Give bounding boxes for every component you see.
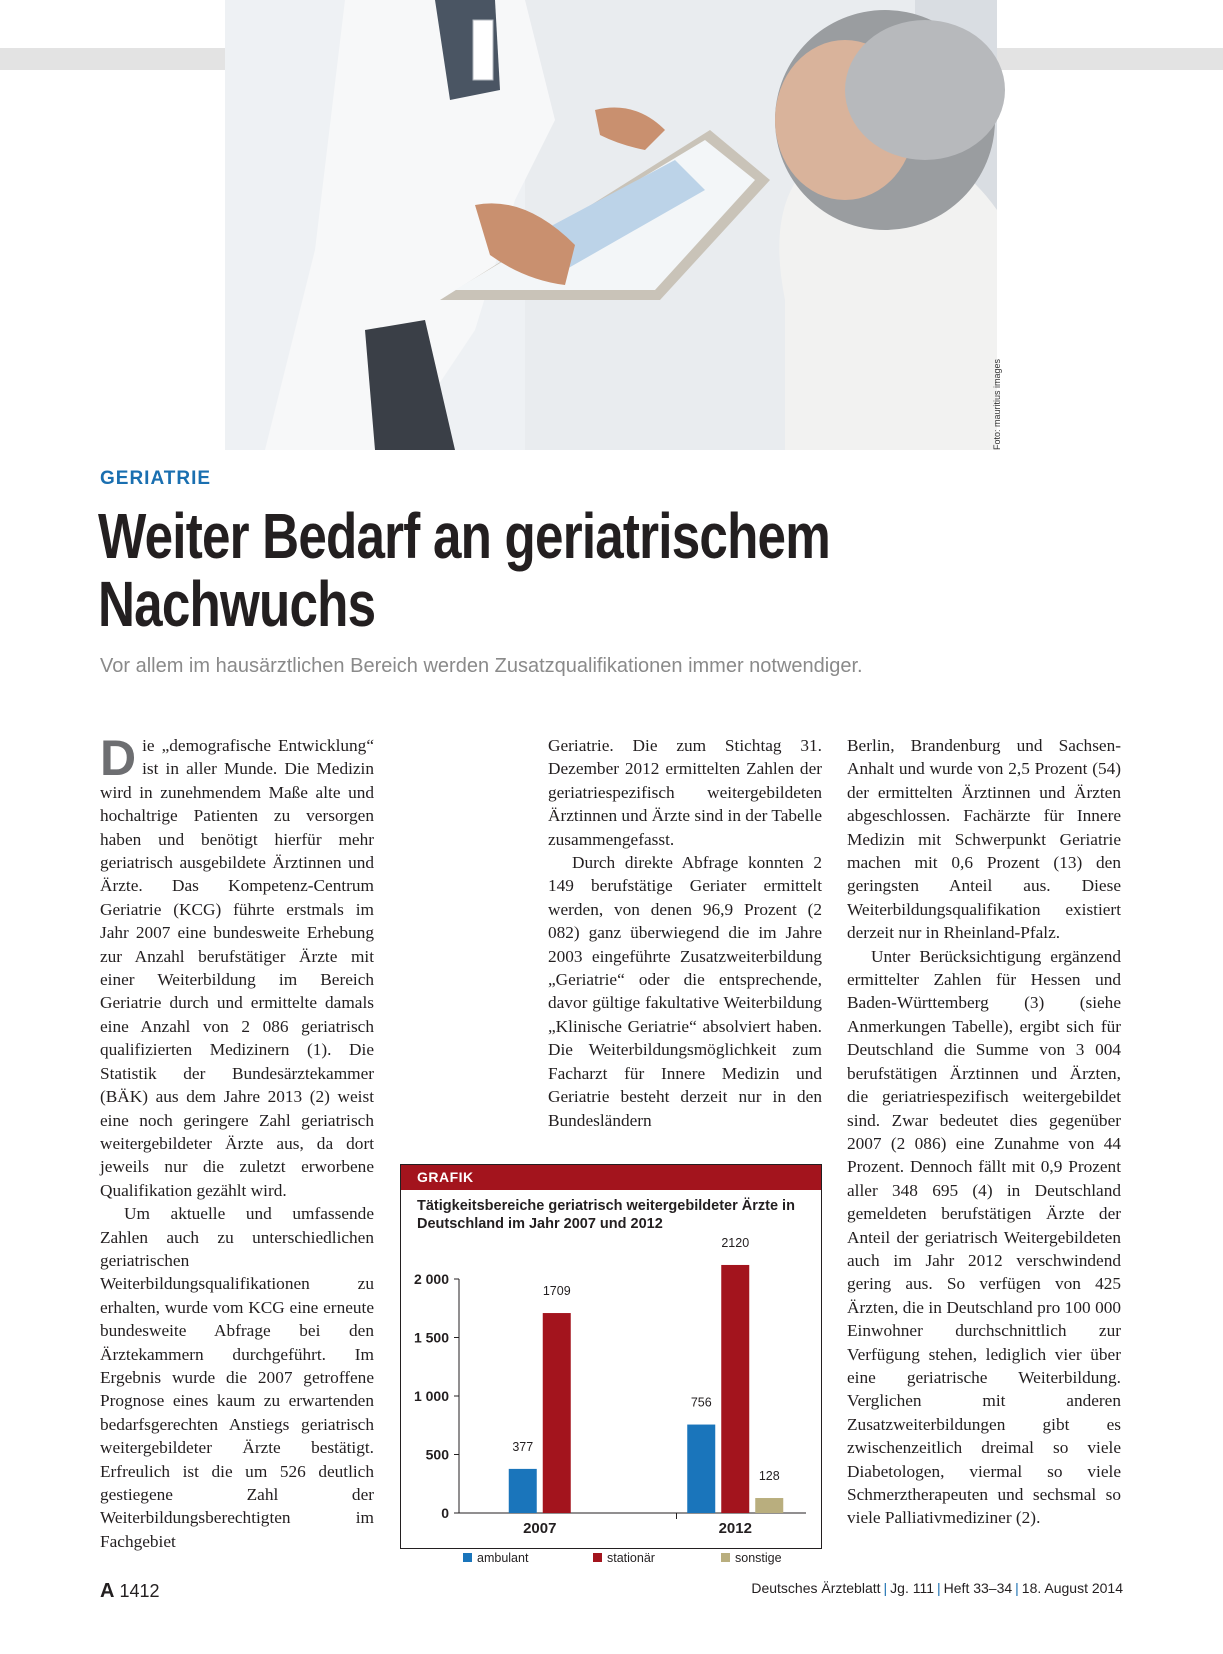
paragraph: Geriatrie. Die zum Stichtag 31. Dezember 2012 ermittelten Zahlen der geriatriespezifisch weitergebildeten Ärztinnen und Ärzte sind in der Tabelle zusammengefasst. xyxy=(548,736,822,849)
y-tick-label: 1 500 xyxy=(413,1329,449,1346)
legend-swatch-sonstige xyxy=(721,1553,730,1562)
doctor-patient-image xyxy=(225,0,997,450)
rubric: GERIATRIE xyxy=(100,468,212,489)
journal-volume: Jg. 111 xyxy=(890,1580,935,1596)
journal-info: Deutsches Ärzteblatt | Jg. 111 | Heft 33–34 | 18. August 2014 xyxy=(751,1580,1123,1596)
paragraph: Um aktuelle und umfassende Zahlen auch zu unterschiedlichen geriatrischen Weiterbildungsqualifikationen zu erhalten, wurde vom KCG eine erneute bundesweite Abfrage bei den Ärztekammern durchgeführt. Im Ergebnis wurde die 2007 getroffene Prognose eines kaum zu erwartenden bedarfsgerechten Anstiegs geriatrisch weitergebildeter Ärzte bestätigt. Erfreulich ist die um 526 deutlich gestiegene Zahl der Weiterbildungsberechtigten im Fachgebiet xyxy=(100,1204,374,1551)
paragraph: Durch direkte Abfrage konnten 2 149 berufstätige Geriater ermittelt werden, von denen 96,9 Prozent (2 082) ganz überwiegend die im Jahre 2003 eingeführte Zusatzweiterbildung „Geriatrie“ oder die entsprechende, davor gültige fakultative Weiterbildung „Klinische Geriatrie“ absolviert haben. Die Weiterbildungsmöglichkeit zum Facharzt für Innere Medizin und Geriatrie besteht derzeit nur in den Bundesländern xyxy=(548,853,822,1130)
bar-ambulant xyxy=(509,1469,537,1513)
x-tick-label: 2007 xyxy=(523,1520,557,1537)
grafik-header: GRAFIK xyxy=(401,1165,821,1190)
headline: Weiter Bedarf an geriatrischem Nachwuchs xyxy=(98,500,830,640)
bar-value-label: 1709 xyxy=(542,1284,571,1299)
legend-swatch-ambulant xyxy=(463,1553,472,1562)
paragraph: Unter Berücksichtigung ergänzend ermittelter Zahlen für Hessen und Baden-Württemberg (3) (siehe Anmerkungen Tabelle), ergibt sich für Deutschland die Summe von 3 004 berufstätigen Ärztinnen und Ärzten, die geriatriespezifisch weitergebildet sind. Zwar bedeutet dies gegenüber 2007 (2 086) eine Zunahme von 44 Prozent. Dennoch fällt mit 0,9 Prozent aller 348 695 (4) in Deutschland gemeldeten berufstätigen Ärzte der Anteil der geriatrisch Weitergebildeten auch im Jahr 2012 verschwindend gering aus. So verfügen von 425 Ärzten, die in Deutschland pro 100 000 Einwohner durchschnittlich zur Verfügung stehen, lediglich vier über eine geriatrische Weiterbildung. Verglichen mit anderen Zusatzweiterbildungen gibt es zwischenzeitlich dreimal so viele Diabetologen, viermal so viele Schmerztherapeuten und sechsmal so viele Palliativmediziner (2). xyxy=(847,946,1121,1528)
subline: Vor allem im hausärztlichen Bereich werden Zusatzqualifikationen immer notwendiger. xyxy=(100,655,863,677)
y-tick-label: 2 000 xyxy=(413,1271,449,1287)
article-column-2 xyxy=(548,734,822,1132)
paragraph: ie „demografische Entwicklung“ ist in aller Munde. Die Medizin wird in zunehmendem Maße alte und hochaltrige Patienten zu versorgen haben und benötigt hierfür mehr geriatrisch ausgebildete Ärztinnen und Ärzte. Das Kompetenz-Centrum Geriatrie (KCG) führte erstmals im Jahr 2007 eine bundesweite Erhebung zur Anzahl berufstätiger Ärzte mit einer Weiterbildung im Bereich Geriatrie durch und ermittelte damals eine Anzahl von 2 086 geriatrisch qualifizierten Medizinern (1). Die Statistik der Bundesärztekammer (BÄK) aus dem Jahre 2013 (2) weist eine noch geringere Zahl geriatrisch weitergebildeter Ärzte aus, da dort jeweils nur die zuletzt erworbene Qualifikation gezählt wird. xyxy=(100,736,374,1200)
article-column-3 xyxy=(847,734,1121,1530)
y-tick-label: 500 xyxy=(425,1446,449,1463)
journal-issue: Heft 33–34 xyxy=(943,1580,1013,1596)
photo-credit: Foto: mauritius images xyxy=(992,358,1002,450)
legend-swatch-stationär xyxy=(593,1553,602,1562)
bar-value-label: 128 xyxy=(758,1469,780,1484)
legend-label: sonstige xyxy=(735,1551,782,1565)
article-column-1 xyxy=(100,730,374,1553)
bar-value-label: 756 xyxy=(690,1395,712,1410)
dropcap: D xyxy=(100,730,137,786)
page-number-value: 1412 xyxy=(119,1581,160,1601)
bar-sonstige xyxy=(755,1498,783,1513)
article-photo xyxy=(225,0,997,450)
y-tick-label: 0 xyxy=(441,1505,449,1521)
bar-ambulant xyxy=(687,1425,715,1513)
bar-stationär xyxy=(543,1313,571,1513)
legend-label: ambulant xyxy=(477,1551,529,1565)
legend-label: stationär xyxy=(607,1551,655,1565)
chart-title: Tätigkeitsbereiche geriatrisch weitergebildeter Ärzte in Deutschland im Jahr 2007 und 2012 xyxy=(417,1198,795,1232)
bar-value-label: 2120 xyxy=(721,1235,750,1250)
y-tick-label: 1 000 xyxy=(413,1388,449,1404)
grafik-box xyxy=(400,1164,822,1565)
page-prefix: A xyxy=(100,1580,115,1602)
bar-chart xyxy=(401,1233,821,1565)
bar-stationär xyxy=(721,1265,749,1513)
journal-date: 18. August 2014 xyxy=(1021,1580,1123,1596)
bar-value-label: 377 xyxy=(512,1439,534,1454)
paragraph: Berlin, Brandenburg und Sachsen-Anhalt und wurde von 2,5 Prozent (54) der ermittelten Ärztinnen und Ärzten abgeschlossen. Fachärzte für Innere Medizin mit Schwerpunkt Geriatrie machen mit 0,6 Prozent (13) den geringsten Anteil aus. Diese Weiterbildungsqualifikation existiert derzeit nur in Rheinland-Pfalz. xyxy=(847,736,1121,943)
page-number xyxy=(100,1580,160,1603)
journal-name: Deutsches Ärzteblatt xyxy=(751,1580,881,1596)
x-tick-label: 2012 xyxy=(718,1520,752,1537)
